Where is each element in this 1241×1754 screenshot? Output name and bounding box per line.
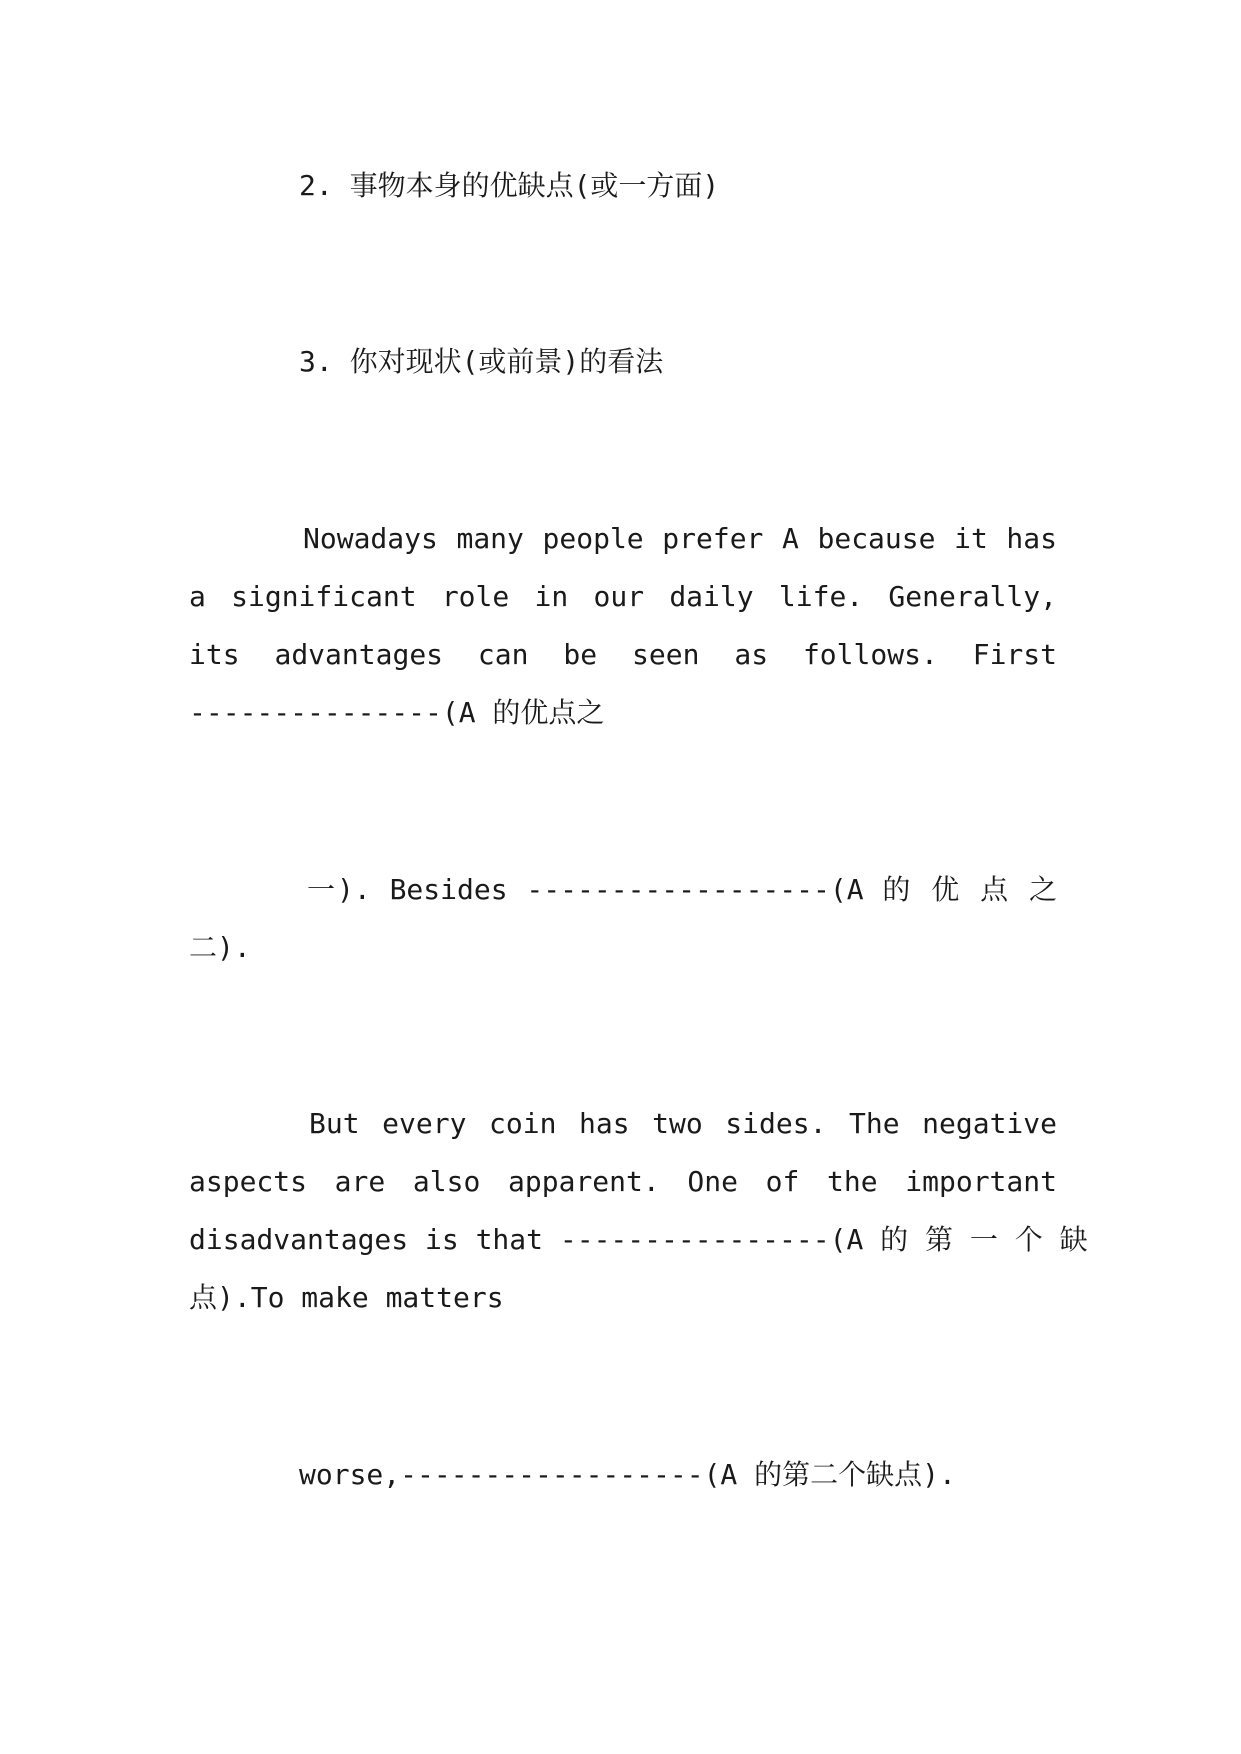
paragraph-3-line-3: disadvantages is that ----------------(A 的 第 一 个 缺 xyxy=(189,1223,1088,1256)
paragraph-3-line-4: 点).To make matters xyxy=(189,1281,504,1314)
paragraph-1-line-2: a significant role in our daily life. Generally, xyxy=(189,580,1057,613)
paragraph-3-line-1: But every coin has two sides. The negative xyxy=(309,1107,1057,1140)
paragraph-1-line-3: its advantages can be seen as follows. First xyxy=(189,638,1057,671)
paragraph-3-line-2: aspects are also apparent. One of the important xyxy=(189,1165,1057,1198)
paragraph-1-line-4: ---------------(A 的优点之 xyxy=(189,696,605,729)
paragraph-1-line-1: Nowadays many people prefer A because it has xyxy=(303,522,1057,555)
paragraph-2-line-1: 一). Besides ------------------(A 的 优 点 之 xyxy=(307,873,1057,906)
paragraph-4-line-1: worse,------------------(A 的第二个缺点). xyxy=(299,1458,956,1491)
list-item-2: 2. 事物本身的优缺点(或一方面) xyxy=(299,169,720,202)
paragraph-2-line-2: 二). xyxy=(189,931,251,964)
list-item-3: 3. 你对现状(或前景)的看法 xyxy=(299,345,664,378)
